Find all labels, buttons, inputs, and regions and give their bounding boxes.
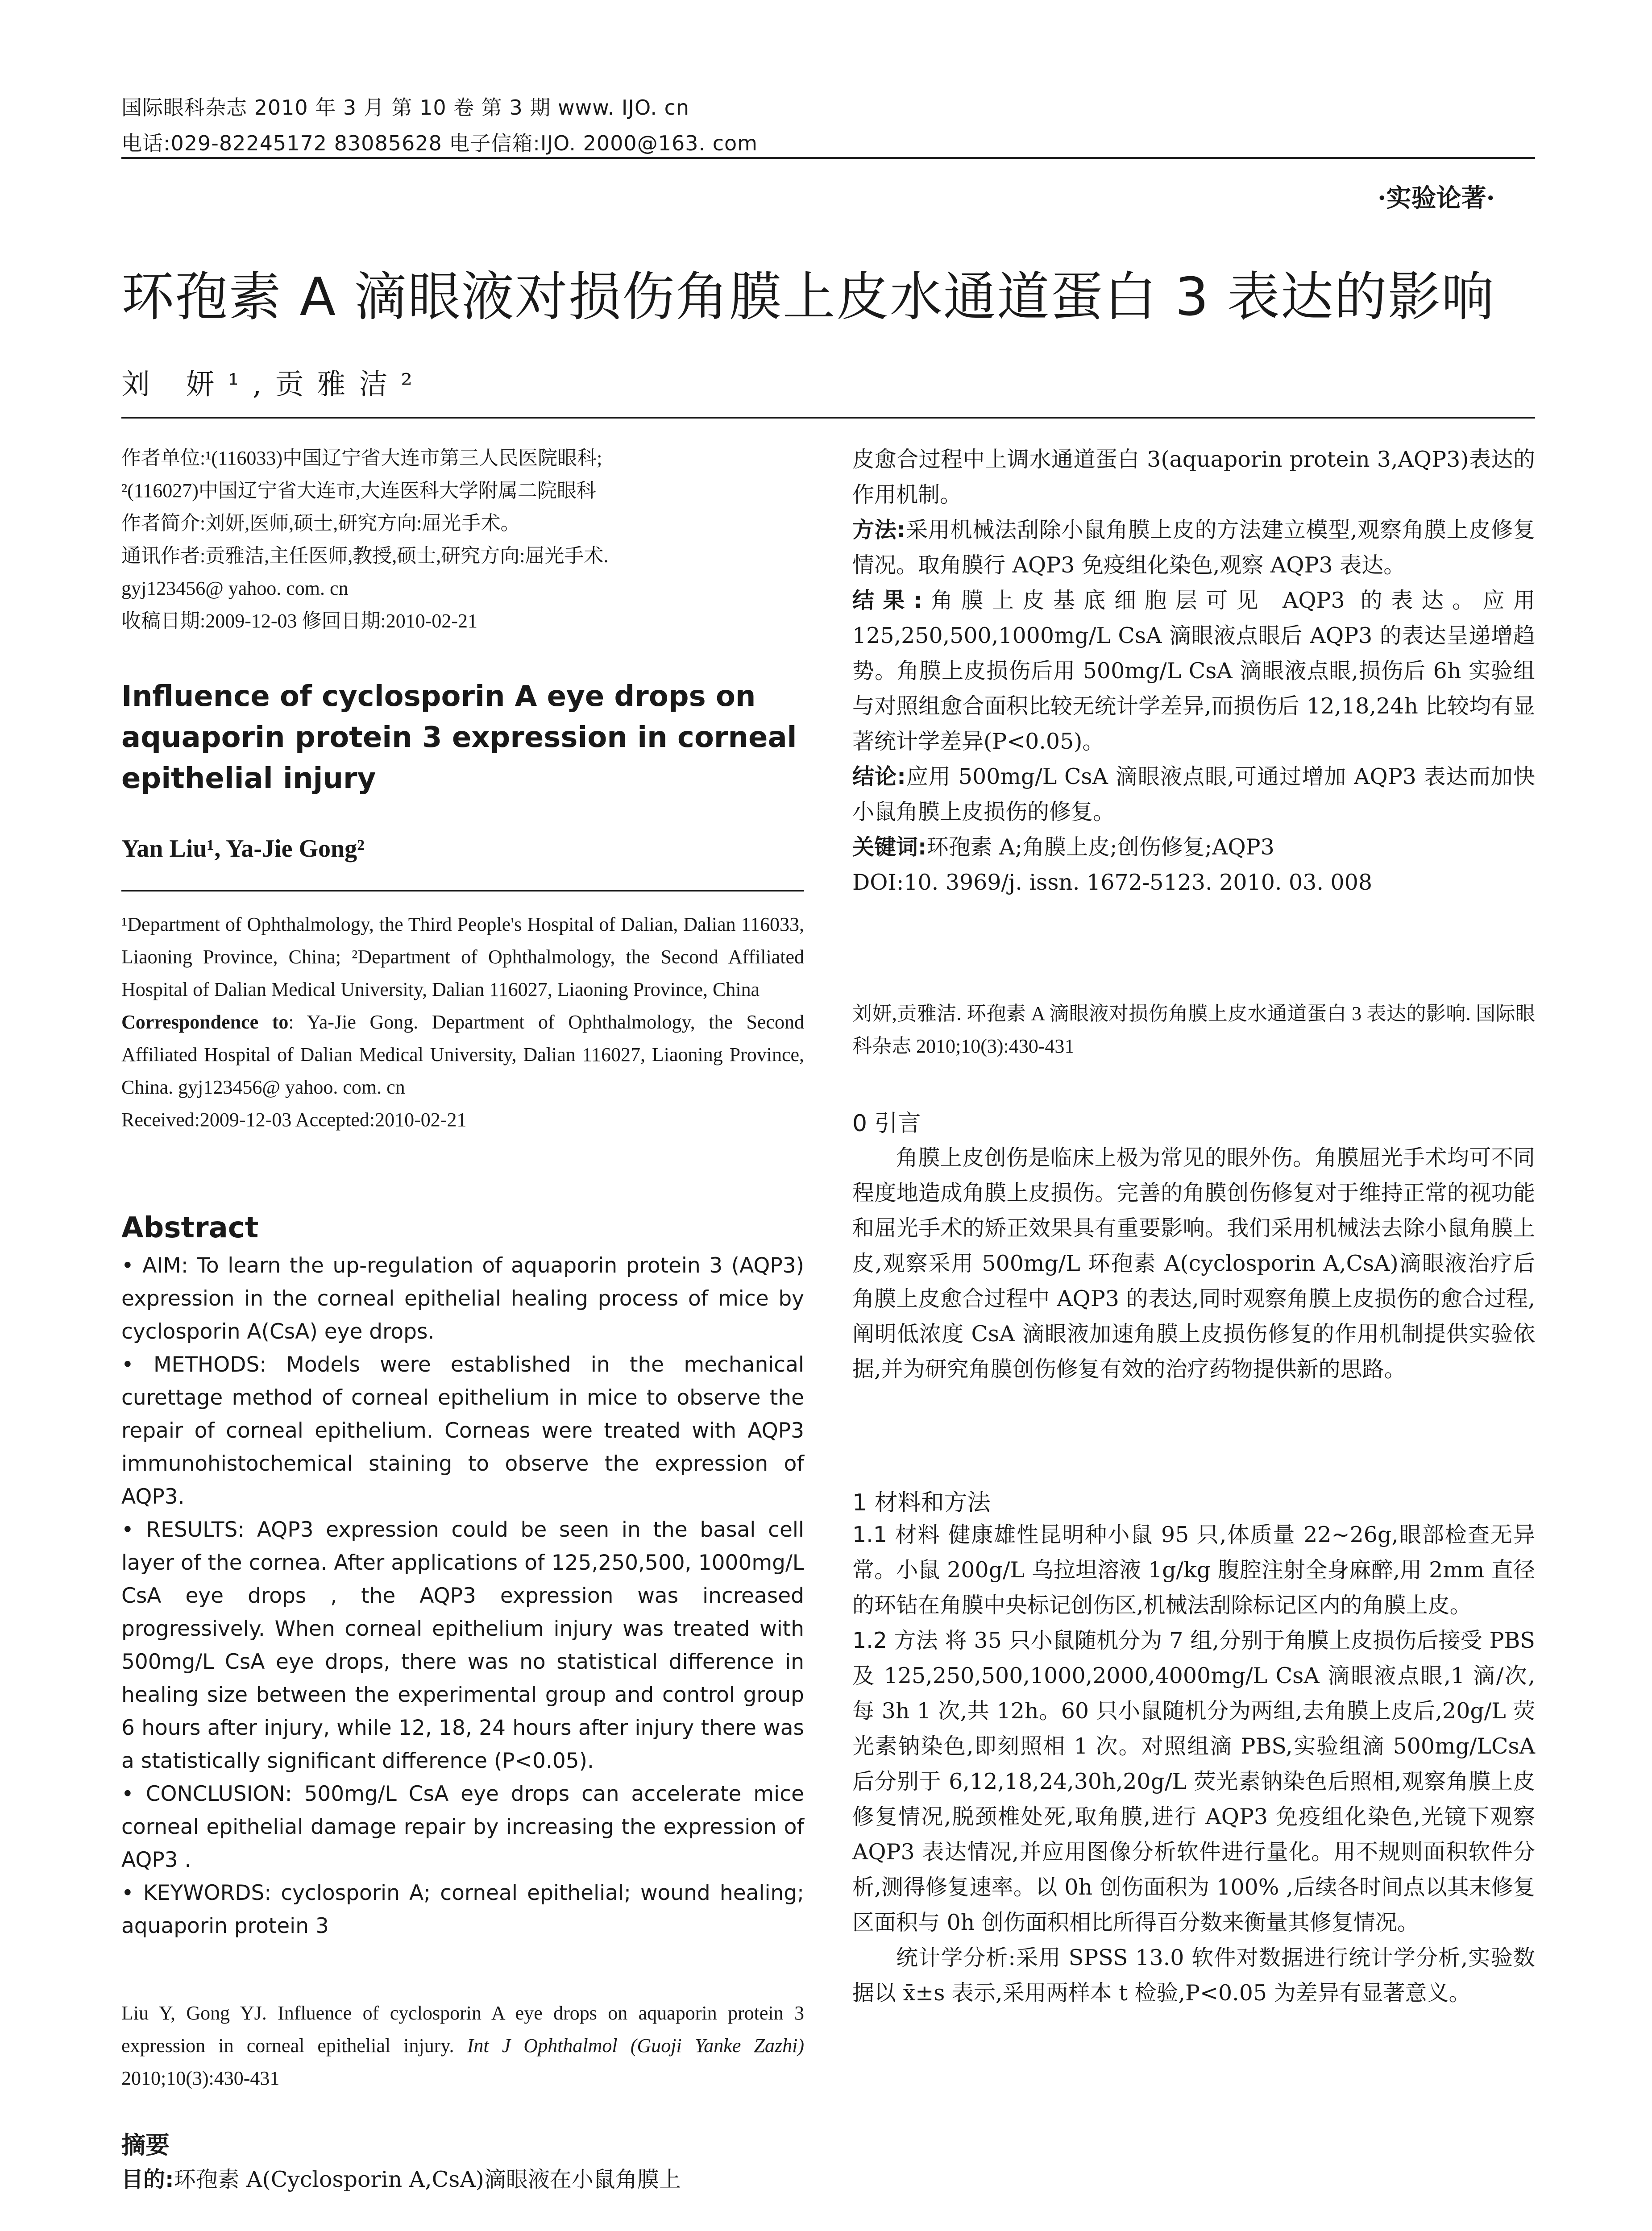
abstract-results: • RESULTS: AQP3 expression could be seen in the basal cell layer of the cornea. After applications of 125,250,500, 1000mg/L CsA eye drops , the AQP3 expression was increased progressively. When corneal epithelium injury was treated with 500mg/L CsA eye drops, there was no statistical difference in healing size between the experimental group and control group 6 hours after injury, while 12, 18, 24 hours after injury there was a statistically significant difference (P<0.05). bbox=[121, 1518, 804, 1773]
cn-abstract-heading: 摘要 bbox=[121, 2131, 170, 2159]
author-bio: 作者简介:刘妍,医师,硕士,研究方向:屈光手术。 bbox=[121, 512, 520, 534]
correspondence-label: Correspondence to bbox=[121, 1011, 289, 1033]
cn-conclusion-text: 应用 500mg/L CsA 滴眼液点眼,可通过增加 AQP3 表达而加快小鼠角膜上皮损伤的修复。 bbox=[852, 764, 1535, 825]
section-1-1 bbox=[852, 1517, 1535, 1623]
english-citation bbox=[121, 1997, 804, 2094]
english-affiliations bbox=[121, 908, 804, 1136]
section-1-2-label: 1.2 方法 bbox=[852, 1628, 938, 1653]
author-info bbox=[121, 442, 804, 637]
corresponding-author-line1: 通讯作者:贡雅洁,主任医师,教授,硕士,研究方向:屈光手术. bbox=[121, 545, 609, 567]
abstract-aim: • AIM: To learn the up-regulation of aquaporin protein 3 (AQP3) expression in the corneal epithelial healing process of mice by cyclosporin A(CsA) eye drops. bbox=[121, 1253, 804, 1344]
cn-methods bbox=[852, 512, 1535, 583]
cn-keywords-text: 环孢素 A;角膜上皮;创伤修复;AQP3 bbox=[926, 834, 1274, 860]
section-1-2 bbox=[852, 1623, 1535, 1940]
cn-results bbox=[852, 583, 1535, 759]
affiliation-rule bbox=[121, 890, 804, 892]
cn-conclusion-label: 结论: bbox=[852, 764, 906, 789]
abstract-conclusion: • CONCLUSION: 500mg/L CsA eye drops can accelerate mice corneal epithelial damage repair by increasing the expression of AQP3 . bbox=[121, 1782, 804, 1872]
cn-methods-label: 方法: bbox=[852, 517, 906, 543]
affiliation-text: ¹Department of Ophthalmology, the Third People's Hospital of Dalian, Dalian 116033, Liaoning Province, China; ²Department of Ophthalmology, the Second Affiliated Hospital of Dalian Medical University, Dalian 116027, Liaoning Province, China bbox=[121, 913, 804, 1000]
intro-text: 角膜上皮创伤是临床上极为常见的眼外伤。角膜屈光手术均可不同程度地造成角膜上皮损伤。完善的角膜创伤修复对于维持正常的视功能和屈光手术的矫正效果具有重要影响。我们采用机械法去除小鼠角膜上皮,观察采用 500mg/L 环孢素 A(cyclosporin A,CsA)滴眼液治疗后角膜上皮愈合过程中 AQP3 的表达,同时观察角膜上皮损伤的愈合过程,阐明低浓度 CsA 滴眼液加速角膜上皮损伤修复的作用机制提供实验依据,并为研究角膜创伤修复有效的治疗药物提供新的思路。 bbox=[852, 1145, 1535, 1382]
english-title: Influence of cyclosporin A eye drops on aquaporin protein 3 expression in corneal epithelial injury bbox=[121, 680, 797, 795]
abstract-heading: Abstract bbox=[121, 1211, 259, 1244]
page-title: 环孢素 A 滴眼液对损伤角膜上皮水通道蛋白 3 表达的影响 bbox=[121, 266, 1495, 328]
intro-heading: 0 引言 bbox=[852, 1110, 921, 1137]
author-unit-line1: 作者单位:¹(116033)中国辽宁省大连市第三人民医院眼科; bbox=[121, 447, 602, 469]
authors-cn: 刘 妍¹,贡雅洁² bbox=[121, 368, 426, 401]
cn-results-text: 角膜上皮基底细胞层可见 AQP3 的表达。应用 125,250,500,1000mg/L CsA 滴眼液点眼后 AQP3 的表达呈递增趋势。角膜上皮损伤后用 500mg/L CsA 滴眼液点眼,损伤后 6h 实验组与对照组愈合面积比较无统计学差异,而损伤后 12,18,24h 比较均有显著统计学差异(P<0.05)。 bbox=[852, 588, 1535, 754]
section-1-2-text: 将 35 只小鼠随机分为 7 组,分别于角膜上皮损伤后接受 PBS 及 125,250,500,1000,2000,4000mg/L CsA 滴眼液点眼,1 滴/次,每 3h 1 次,共 12h。60 只小鼠随机分为两组,去角膜上皮后,20g/L 荧光素钠染色,即刻照相 1 次。对照组滴 PBS,实验组滴 500mg/LCsA 后分别于 6,12,18,24,30h,20g/L 荧光素钠染色后照相,观察角膜上皮修复情况,脱颈椎处死,取角膜,进行 AQP3 免疫组化染色,光镜下观察 AQP3 表达情况,并应用图像分析软件进行量化。用不规则面积软件分析,测得修复速率。以 0h 创伤面积为 100% ,后续各时间点以其末修复区面积与 0h 创伤面积相比所得百分数来衡量其修复情况。 bbox=[852, 1628, 1535, 1935]
cn-conclusion bbox=[852, 759, 1535, 829]
correspondence-text: : Ya-Jie Gong. Department of Ophthalmology, the Second Affiliated Hospital of Dalian Medical University, Dalian 116027, Liaoning Province, China. gyj123456@ yahoo. com. cn bbox=[121, 1011, 804, 1098]
section-1-1-label: 1.1 材料 bbox=[852, 1522, 941, 1547]
journal-header-line1: 国际眼科杂志 2010 年 3 月 第 10 卷 第 3 期 www. IJO. cn bbox=[121, 95, 690, 120]
cn-abstract-aim-start bbox=[121, 2162, 804, 2197]
title-rule bbox=[121, 417, 1535, 419]
abstract-methods: • METHODS: Models were established in the mechanical curettage method of corneal epithelium in mice to observe the repair of corneal epithelium. Corneas were treated with AQP3 immunohistochemical staining to observe the expression of AQP3. bbox=[121, 1352, 804, 1509]
journal-header-line2: 电话:029-82245172 83085628 电子信箱:IJO. 2000@163. com bbox=[121, 131, 758, 155]
section-1-1-text: 健康雄性昆明种小鼠 95 只,体质量 22~26g,眼部检查无异常。小鼠 200g/L 乌拉坦溶液 1g/kg 腹腔注射全身麻醉,用 2mm 直径的环钻在角膜中央标记创伤区,机械法刮除标记区内的角膜上皮。 bbox=[852, 1522, 1535, 1618]
cn-keywords-label: 关键词: bbox=[852, 834, 927, 860]
citation-tail: 2010;10(3):430-431 bbox=[121, 2067, 280, 2089]
cn-methods-text: 采用机械法刮除小鼠角膜上皮的方法建立模型,观察角膜上皮修复情况。取角膜行 AQP3 免疫组化染色,观察 AQP3 表达。 bbox=[852, 517, 1535, 578]
received-accepted-dates: Received:2009-12-03 Accepted:2010-02-21 bbox=[121, 1109, 467, 1131]
methods-body bbox=[852, 1517, 1535, 2011]
cn-citation: 刘妍,贡雅洁. 环孢素 A 滴眼液对损伤角膜上皮水通道蛋白 3 表达的影响. 国际眼科杂志 2010;10(3):430-431 bbox=[852, 1003, 1535, 1057]
author-unit-line2: ²(116027)中国辽宁省大连市,大连医科大学附属二院眼科 bbox=[121, 480, 596, 502]
header-rule bbox=[121, 157, 1535, 159]
cn-aim-text: 环孢素 A(Cyclosporin A,CsA)滴眼液在小鼠角膜上 bbox=[174, 2167, 681, 2192]
methods-heading: 1 材料和方法 bbox=[852, 1489, 991, 1516]
abstract-keywords: • KEYWORDS: cyclosporin A; corneal epithelial; wound healing; aquaporin protein 3 bbox=[121, 1881, 804, 1938]
cn-aim-cont: 皮愈合过程中上调水通道蛋白 3(aquaporin protein 3,AQP3)表达的作用机制。 bbox=[852, 447, 1535, 507]
corresponding-author-line2: gyj123456@ yahoo. com. cn bbox=[121, 577, 349, 599]
section-tag: ·实验论著· bbox=[1378, 183, 1495, 213]
cn-keywords bbox=[852, 829, 1535, 865]
english-authors: Yan Liu¹, Ya-Jie Gong² bbox=[121, 835, 365, 863]
statistics-paragraph: 统计学分析:采用 SPSS 13.0 软件对数据进行统计学分析,实验数据以 x̄±s 表示,采用两样本 t 检验,P<0.05 为差异有显著意义。 bbox=[852, 1945, 1535, 2006]
correspondence bbox=[121, 1006, 804, 1103]
citation-journal: Int J Ophthalmol (Guoji Yanke Zazhi) bbox=[467, 2035, 805, 2057]
cn-doi: DOI:10. 3969/j. issn. 1672-5123. 2010. 03. 008 bbox=[852, 870, 1373, 895]
received-revised-dates: 收稿日期:2009-12-03 修回日期:2010-02-21 bbox=[121, 610, 478, 632]
citation-main: Liu Y, Gong YJ. Influence of cyclosporin A eye drops on aquaporin protein 3 expression in corneal epithelial injury. bbox=[121, 2002, 804, 2057]
cn-abstract bbox=[852, 442, 1535, 900]
cn-aim-label: 目的: bbox=[121, 2167, 174, 2192]
english-abstract bbox=[121, 1249, 804, 1943]
cn-results-label: 结果: bbox=[852, 588, 922, 613]
